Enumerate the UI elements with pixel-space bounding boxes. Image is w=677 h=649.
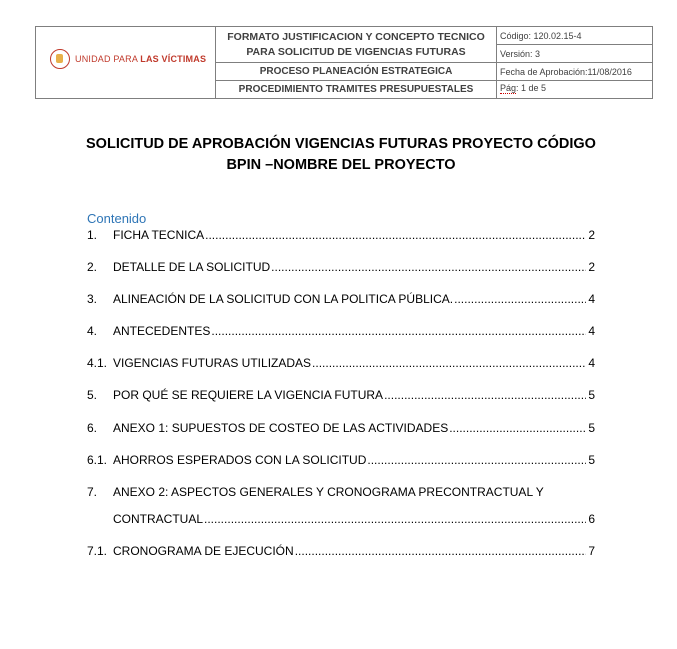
toc-leader-dots	[295, 544, 586, 558]
toc-entry-page: 2	[588, 260, 595, 274]
toc-entry-label: FICHA TECNICA	[113, 228, 205, 242]
toc-leader-dots	[367, 453, 586, 467]
document-version: Versión: 3	[497, 45, 652, 63]
toc-entry[interactable]	[87, 453, 595, 471]
toc-entry-continuation[interactable]	[87, 512, 595, 530]
toc-entry-page: 2	[588, 228, 595, 242]
toc-entry-label: CRONOGRAMA DE EJECUCIÓN	[113, 544, 294, 558]
toc-leader-dots	[211, 324, 586, 338]
toc-entry-label: POR QUÉ SE REQUIERE LA VIGENCIA FUTURA	[113, 388, 384, 402]
page-indicator	[497, 81, 652, 98]
toc-entry-label: ALINEACIÓN DE LA SOLICITUD CON LA POLITICA PÚBLICA.	[113, 292, 454, 306]
toc-entry-page: 4	[588, 356, 595, 370]
toc-leader-dots	[384, 388, 586, 402]
toc-entry[interactable]	[87, 356, 595, 374]
document-code: Código: 120.02.15-4	[497, 27, 652, 45]
toc-entry[interactable]	[87, 485, 595, 503]
toc-entry-number: 4.	[87, 324, 98, 338]
page-value: : 1 de 5	[516, 83, 547, 93]
logo-text-light: UNIDAD PARA	[75, 54, 141, 64]
toc-entry[interactable]	[87, 260, 595, 278]
toc-entry[interactable]	[87, 544, 595, 562]
toc-entry-number: 6.1.	[87, 453, 108, 467]
toc-entry-page: 5	[588, 388, 595, 402]
toc-entry-number: 4.1.	[87, 356, 108, 370]
toc-entry-number: 2.	[87, 260, 98, 274]
format-title-line2: PARA SOLICITUD DE VIGENCIAS FUTURAS	[246, 46, 466, 58]
toc-entry-label: ANTECEDENTES	[113, 324, 211, 338]
format-title	[216, 27, 497, 63]
toc-entry[interactable]	[87, 324, 595, 342]
toc-leader-dots	[271, 260, 586, 274]
logo-cell	[36, 27, 216, 98]
toc-leader-dots	[204, 512, 586, 526]
toc-entry-number: 7.1.	[87, 544, 108, 558]
procedure-name: PROCEDIMIENTO TRAMITES PRESUPUESTALES	[216, 81, 497, 98]
toc-entry-number: 7.	[87, 485, 98, 499]
page-label: Pág	[500, 83, 517, 93]
toc-entry-page: 7	[588, 544, 595, 558]
toc-entry-page: 5	[588, 453, 595, 467]
approval-date: Fecha de Aprobación:11/08/2016	[497, 63, 652, 81]
coat-of-arms-icon	[50, 49, 70, 69]
toc-entry-label: AHORROS ESPERADOS CON LA SOLICITUD	[113, 453, 367, 467]
toc-entry[interactable]	[87, 228, 595, 246]
toc-entry-label: ANEXO 1: SUPUESTOS DE COSTEO DE LAS ACTIVIDADES	[113, 421, 449, 435]
format-title-line1: FORMATO JUSTIFICACION Y CONCEPTO TECNICO	[227, 31, 485, 43]
toc-heading: Contenido	[87, 211, 147, 226]
toc-entry-number: 5.	[87, 388, 98, 402]
toc-leader-dots	[205, 228, 586, 242]
document-title-line2: BPIN –NOMBRE DEL PROYECTO	[226, 157, 456, 173]
toc-entry-page: 4	[588, 292, 595, 306]
toc-entry-number: 3.	[87, 292, 98, 306]
toc-leader-dots	[449, 421, 586, 435]
toc-entry-label: VIGENCIAS FUTURAS UTILIZADAS	[113, 356, 312, 370]
toc-entry-label: DETALLE DE LA SOLICITUD	[113, 260, 271, 274]
toc-leader-dots	[312, 356, 586, 370]
document-title-line1: SOLICITUD DE APROBACIÓN VIGENCIAS FUTURAS PROYECTO CÓDIGO	[86, 136, 596, 152]
toc-entry[interactable]	[87, 388, 595, 406]
toc-entry-page: 4	[588, 324, 595, 338]
toc-entry-page: 6	[588, 512, 595, 526]
toc-entry-number: 1.	[87, 228, 98, 242]
toc-entry-label: ANEXO 2: ASPECTOS GENERALES Y CRONOGRAMA PRECONTRACTUAL Y	[113, 485, 544, 499]
logo-text-bold: LAS VÍCTIMAS	[140, 54, 207, 64]
toc-entry[interactable]	[87, 292, 595, 310]
toc-entry-number: 6.	[87, 421, 98, 435]
toc-entry-page: 5	[588, 421, 595, 435]
toc-leader-dots	[454, 292, 586, 306]
document-title	[60, 134, 622, 176]
unidad-victimas-logo	[50, 49, 206, 69]
process-name: PROCESO PLANEACIÓN ESTRATEGICA	[216, 63, 497, 81]
document-header-table	[35, 26, 653, 99]
toc-entry[interactable]	[87, 421, 595, 439]
toc-entry-label-continued: CONTRACTUAL	[113, 512, 204, 526]
